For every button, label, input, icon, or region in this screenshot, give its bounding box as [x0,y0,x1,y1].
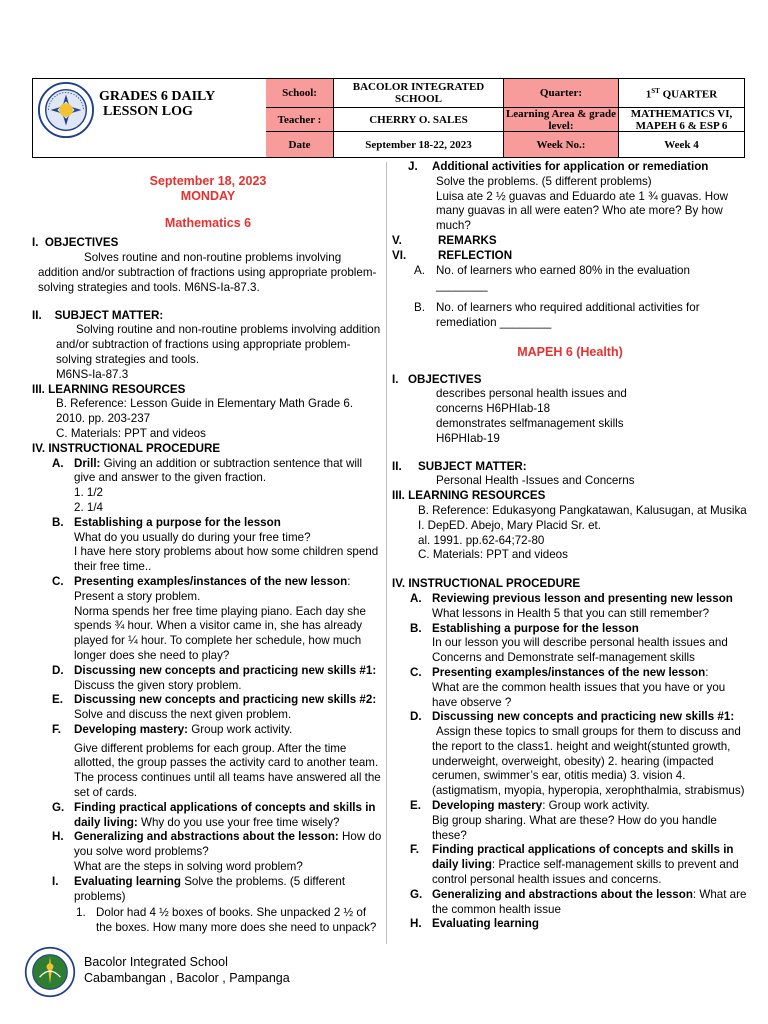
objectives-number: I. [32,236,39,250]
remarks-number: V. [392,233,402,247]
title-line2: LESSON LOG [103,104,193,119]
procedure-e-text: Solve and discuss the next given problem. [74,708,292,722]
mapeh-procedure-h-title: Evaluating learning [432,917,539,931]
subject-title: Mathematics 6 [164,215,252,230]
mapeh-procedure-h [392,917,748,932]
procedure-a-letter: A. [52,456,64,470]
reflection-b-text: No. of learners who required additional activities for remediation ________ [436,301,700,329]
mapeh-procedure-g-letter: G. [410,887,423,901]
procedure-e-title: Discussing new concepts and practicing new skills #2: [74,693,377,707]
mapeh-procedure-g: G. Generalizing and abstractions about the lesson: What are the common health issue [410,887,747,916]
mapeh-subject-matter-heading [392,460,748,475]
deped-seal-icon [37,81,95,139]
procedure-f-title: Developing mastery: [74,722,189,736]
evaluation-item-1-number: 1. [76,906,86,920]
subject-matter-text: Solving routine and non-routine problems involving addition and/or subtraction of fractions using appropriate problem-solving strategies and tools. [56,323,381,366]
mapeh-procedure-c-letter: C. [410,665,422,679]
procedure-b-text1: What do you usually do during your free time? [74,530,311,544]
procedure-a-title: Drill: [74,456,101,470]
procedure-c-letter: C. [52,574,64,588]
procedure-g-title: Finding practical applications of concepts and skills in daily living: [74,800,376,829]
objectives-title: OBJECTIVES [44,236,119,250]
procedure-f [32,723,384,801]
mapeh-reference: B. Reference: Edukasyong Pangkatawan, Kalusugan, at Musika I. DepED. Abejo, Mary Placid Sr. et. [418,503,747,532]
reflection-b [392,301,748,331]
mapeh-procedure-e-title: Developing mastery [432,799,543,813]
procedure-e-letter: E. [52,693,63,707]
mapeh-subject-matter-text: Personal Health -Issues and Concerns [436,474,635,488]
mapeh-objectives-title: OBJECTIVES [408,372,482,386]
subject-matter-number: II. [32,308,42,322]
reflection-b-letter: B. [414,301,425,315]
mapeh-objective-2-code: H6PHIab-19 [436,431,500,445]
procedure-d-text: Discuss the given story problem. [74,678,242,692]
mapeh-procedure-h-letter: H. [410,917,422,931]
reflection-a-text: No. of learners who earned 80% in the evaluation [436,263,690,277]
footer-school-name: Bacolor Integrated School [84,955,228,969]
procedure-b-text2: I have here story problems about how some children spend their free time.. [74,545,379,574]
reflection-number: VI. [392,248,407,262]
procedure-h [32,830,384,874]
procedure-j [392,160,748,234]
column-divider [386,162,387,944]
procedure-c: C. Presenting examples/instances of the new lesson: Present a story problem. Norma spends her free time playing piano. Each day she spends ¾ hour. When a visitor came in, she has already played for ¼ hour. To complete her schedule, how much longer does she need to play? [32,575,384,664]
reflection-a-blank: ________ [436,279,488,293]
school-label: School: [266,79,334,108]
learning-resources-materials: C. Materials: PPT and videos [56,426,206,440]
date-value: September 18-22, 2023 [334,132,504,157]
procedure-a-item1: 1. 1/2 [74,486,104,500]
instructional-procedure-heading: IV. INSTRUCTIONAL PROCEDURE [32,441,221,455]
mapeh-procedure-b [392,622,748,666]
procedure-h-text2: What are the steps in solving word problem? [74,860,303,874]
procedure-g [32,801,384,831]
mapeh-procedure-a [392,592,748,622]
left-column [32,164,384,936]
mapeh-learning-resources-heading: III. LEARNING RESOURCES [392,489,546,503]
procedure-c-text1: Present a story problem. [74,589,201,603]
mapeh-procedure-a-letter: A. [410,591,422,605]
mapeh-procedure-a-text: What lessons in Health 5 that you can still remember? [432,606,710,620]
title-line1: GRADES 6 DAILY [99,89,216,104]
mapeh-procedure-d [392,710,748,799]
reflection-title: REFLECTION [438,248,513,262]
procedure-i-title: Evaluating learning [74,874,181,888]
right-column [392,160,748,932]
procedure-j-title: Additional activities for application or remediation [432,160,709,173]
procedure-j-letter: J. [408,160,418,173]
procedure-f-letter: F. [52,722,62,736]
procedure-g-letter: G. [52,800,65,814]
teacher-value: CHERRY O. SALES [334,108,504,132]
date-label: Date [266,132,334,157]
procedure-j-text2: Luisa ate 2 ½ guavas and Eduardo ate 1 ¾ guavas. How many guavas in all were eaten? Who ate more? By how much? [436,189,728,233]
mapeh-procedure-d-title: Discussing new concepts and practicing new skills #1: [432,710,735,724]
mapeh-procedure-b-text: In our lesson you will describe personal health issues and Concerns and Demonstrate self-management skills [432,636,728,665]
lesson-day: MONDAY [180,188,236,203]
procedure-c-title: Presenting examples/instances of the new lesson [74,574,348,588]
mapeh-procedure-d-letter: D. [410,710,422,724]
mapeh-procedure-g-text: What are the common health issue [432,887,747,916]
procedure-b [32,516,384,575]
mapeh-subject-matter-title: SUBJECT MATTER: [418,459,527,473]
procedure-f-text: Group work activity. [191,722,293,736]
mapeh-instructional-procedure-heading: IV. INSTRUCTIONAL PROCEDURE [392,577,581,591]
remarks-heading [392,234,748,249]
objectives-heading [32,236,384,251]
subject-matter-title: SUBJECT MATTER: [54,308,164,322]
document-title [99,89,259,119]
week-value: Week 4 [664,138,699,151]
procedure-i [32,875,384,936]
mapeh-procedure-b-title: Establishing a purpose for the lesson [432,621,639,635]
procedure-d-title: Discussing new concepts and practicing new skills #1: [74,663,377,677]
learning-area-value: MATHEMATICS VI, MAPEH 6 & ESP 6 [619,108,744,132]
mapeh-objectives-heading [392,373,748,388]
mapeh-procedure-f: F. Finding practical applications of concepts and skills in daily living: Practice self-management skills to prevent and control personal health issues and concerns. [410,843,739,887]
mapeh-objectives-list [392,387,748,446]
school-seal-icon [24,946,76,998]
procedure-b-letter: B. [52,515,64,529]
mapeh-procedure-g-title: Generalizing and abstractions about the lesson [432,887,693,901]
procedure-h-text: How do you solve word problems? [74,830,382,859]
week-label: Week No.: [504,132,619,157]
procedure-e [32,693,384,723]
objectives-text: Solves routine and non-routine problems involving addition and/or subtraction of fractions using appropriate problem-solving strategies and tools. M6NS-Ia-87.3. [38,251,377,294]
mapeh-procedure-d-text: Assign these topics to small groups for them to discuss and the report to the class1. height and weight(stunted growth, underweight, overweight, obesity) 2. hearing (impacted cerumen, swimmer’s ear, otitis media) 3. vision 4. (astigmatism, myopia, hyperopia, xerophthalmia, strabismus) [432,725,745,798]
mapeh-procedure-e: E. Developing mastery: Group work activity. Big group sharing. What are these? How do you handle these? [392,799,748,843]
mapeh-objectives-number: I. [392,372,399,386]
mapeh-procedure-c-text: What are the common health issues that you have or you have observe ? [432,680,726,709]
mapeh-title: MAPEH 6 (Health) [517,344,623,359]
mapeh-materials: C. Materials: PPT and videos [418,548,568,562]
mapeh-procedure-f-text: Practice self-management skills to prevent and control personal health issues and concerns. [432,858,739,887]
evaluation-item-1 [74,906,384,936]
procedure-i-text: Solve the problems. (5 different problems) [74,874,346,903]
teacher-label: Teacher : [266,108,334,132]
procedure-f-text2: Give different problems for each group. After the time allotted, the group passes the activity card to another team. The process continues until all teams have answered all the set of cards. [74,741,381,800]
mapeh-procedure-e-letter: E. [410,799,421,813]
evaluation-item-1-text: Dolor had 4 ½ boxes of books. She unpacked 2 ½ of the boxes. How many more does she need to unpack? [96,906,377,935]
procedure-j-text1: Solve the problems. (5 different problems) [436,174,652,188]
learning-resources-heading: III. LEARNING RESOURCES [32,382,186,396]
mapeh-reference-cont: al. 1991. pp.62-64;72-80 [418,533,545,547]
procedure-h-letter: H. [52,830,64,844]
header-title-cell [33,79,267,157]
learning-resources-reference: B. Reference: Lesson Guide in Elementary Math Grade 6. 2010. pp. 203-237 [56,397,354,426]
mapeh-procedure-c-title: Presenting examples/instances of the new lesson [432,665,706,679]
mapeh-procedure-f-title: Finding practical applications of concepts and skills in daily living [432,843,734,872]
lesson-date: September 18, 2023 [149,174,267,188]
footer-school-address: Cabambangan , Bacolor , Pampanga [84,971,290,985]
procedure-a-text: Giving an addition or subtraction sentence that will give and answer to the given fraction. [74,456,363,485]
mapeh-procedure-c: C. Presenting examples/instances of the new lesson: What are the common health issues that you have or you have observe ? [392,666,748,710]
procedure-h-title: Generalizing and abstractions about the lesson: [74,830,339,844]
subject-matter-code: M6NS-Ia-87.3 [56,367,129,381]
procedure-a [32,457,384,516]
procedure-c-text2: Norma spends her free time playing piano. Each day she spends ¾ hour. When a visitor came in, she has already played for ¼ hour. To complete her schedule, how much longer does she need to play? [74,604,366,662]
procedure-g-text: Why do you use your free time wisely? [141,815,340,829]
mapeh-procedure-e-text: Group work activity. [548,799,650,813]
mapeh-objective-1: describes personal health issues and [436,387,627,401]
mapeh-procedure-a-title: Reviewing previous lesson and presenting new lesson [432,591,733,605]
reflection-heading [392,249,748,264]
procedure-a-item2: 2. 1/4 [74,500,104,514]
reflection-a [392,264,748,295]
mapeh-objective-1-code: concerns H6PHIab-18 [436,402,551,416]
procedure-d-letter: D. [52,663,64,677]
header-table [32,78,745,158]
mapeh-objective-2: demonstrates selfmanagement skills [436,416,624,430]
school-value: BACOLOR INTEGRATED SCHOOL [334,79,504,108]
footer-address-block [84,954,290,986]
mapeh-procedure-f-letter: F. [410,843,420,857]
learning-area-label: Learning Area & grade level: [504,108,619,132]
quarter-label: Quarter: [504,79,619,108]
remarks-title: REMARKS [438,233,497,247]
procedure-i-letter: I. [52,874,59,888]
procedure-b-title: Establishing a purpose for the lesson [74,515,281,529]
quarter-value: 1ST QUARTER [619,79,744,108]
mapeh-procedure-b-letter: B. [410,621,422,635]
mapeh-procedure-e-text2: Big group sharing. What are these? How do you handle these? [432,813,717,842]
subject-matter-heading [32,309,384,324]
mapeh-subject-matter-number: II. [392,459,402,473]
procedure-d [32,664,384,694]
reflection-a-letter: A. [414,263,425,277]
